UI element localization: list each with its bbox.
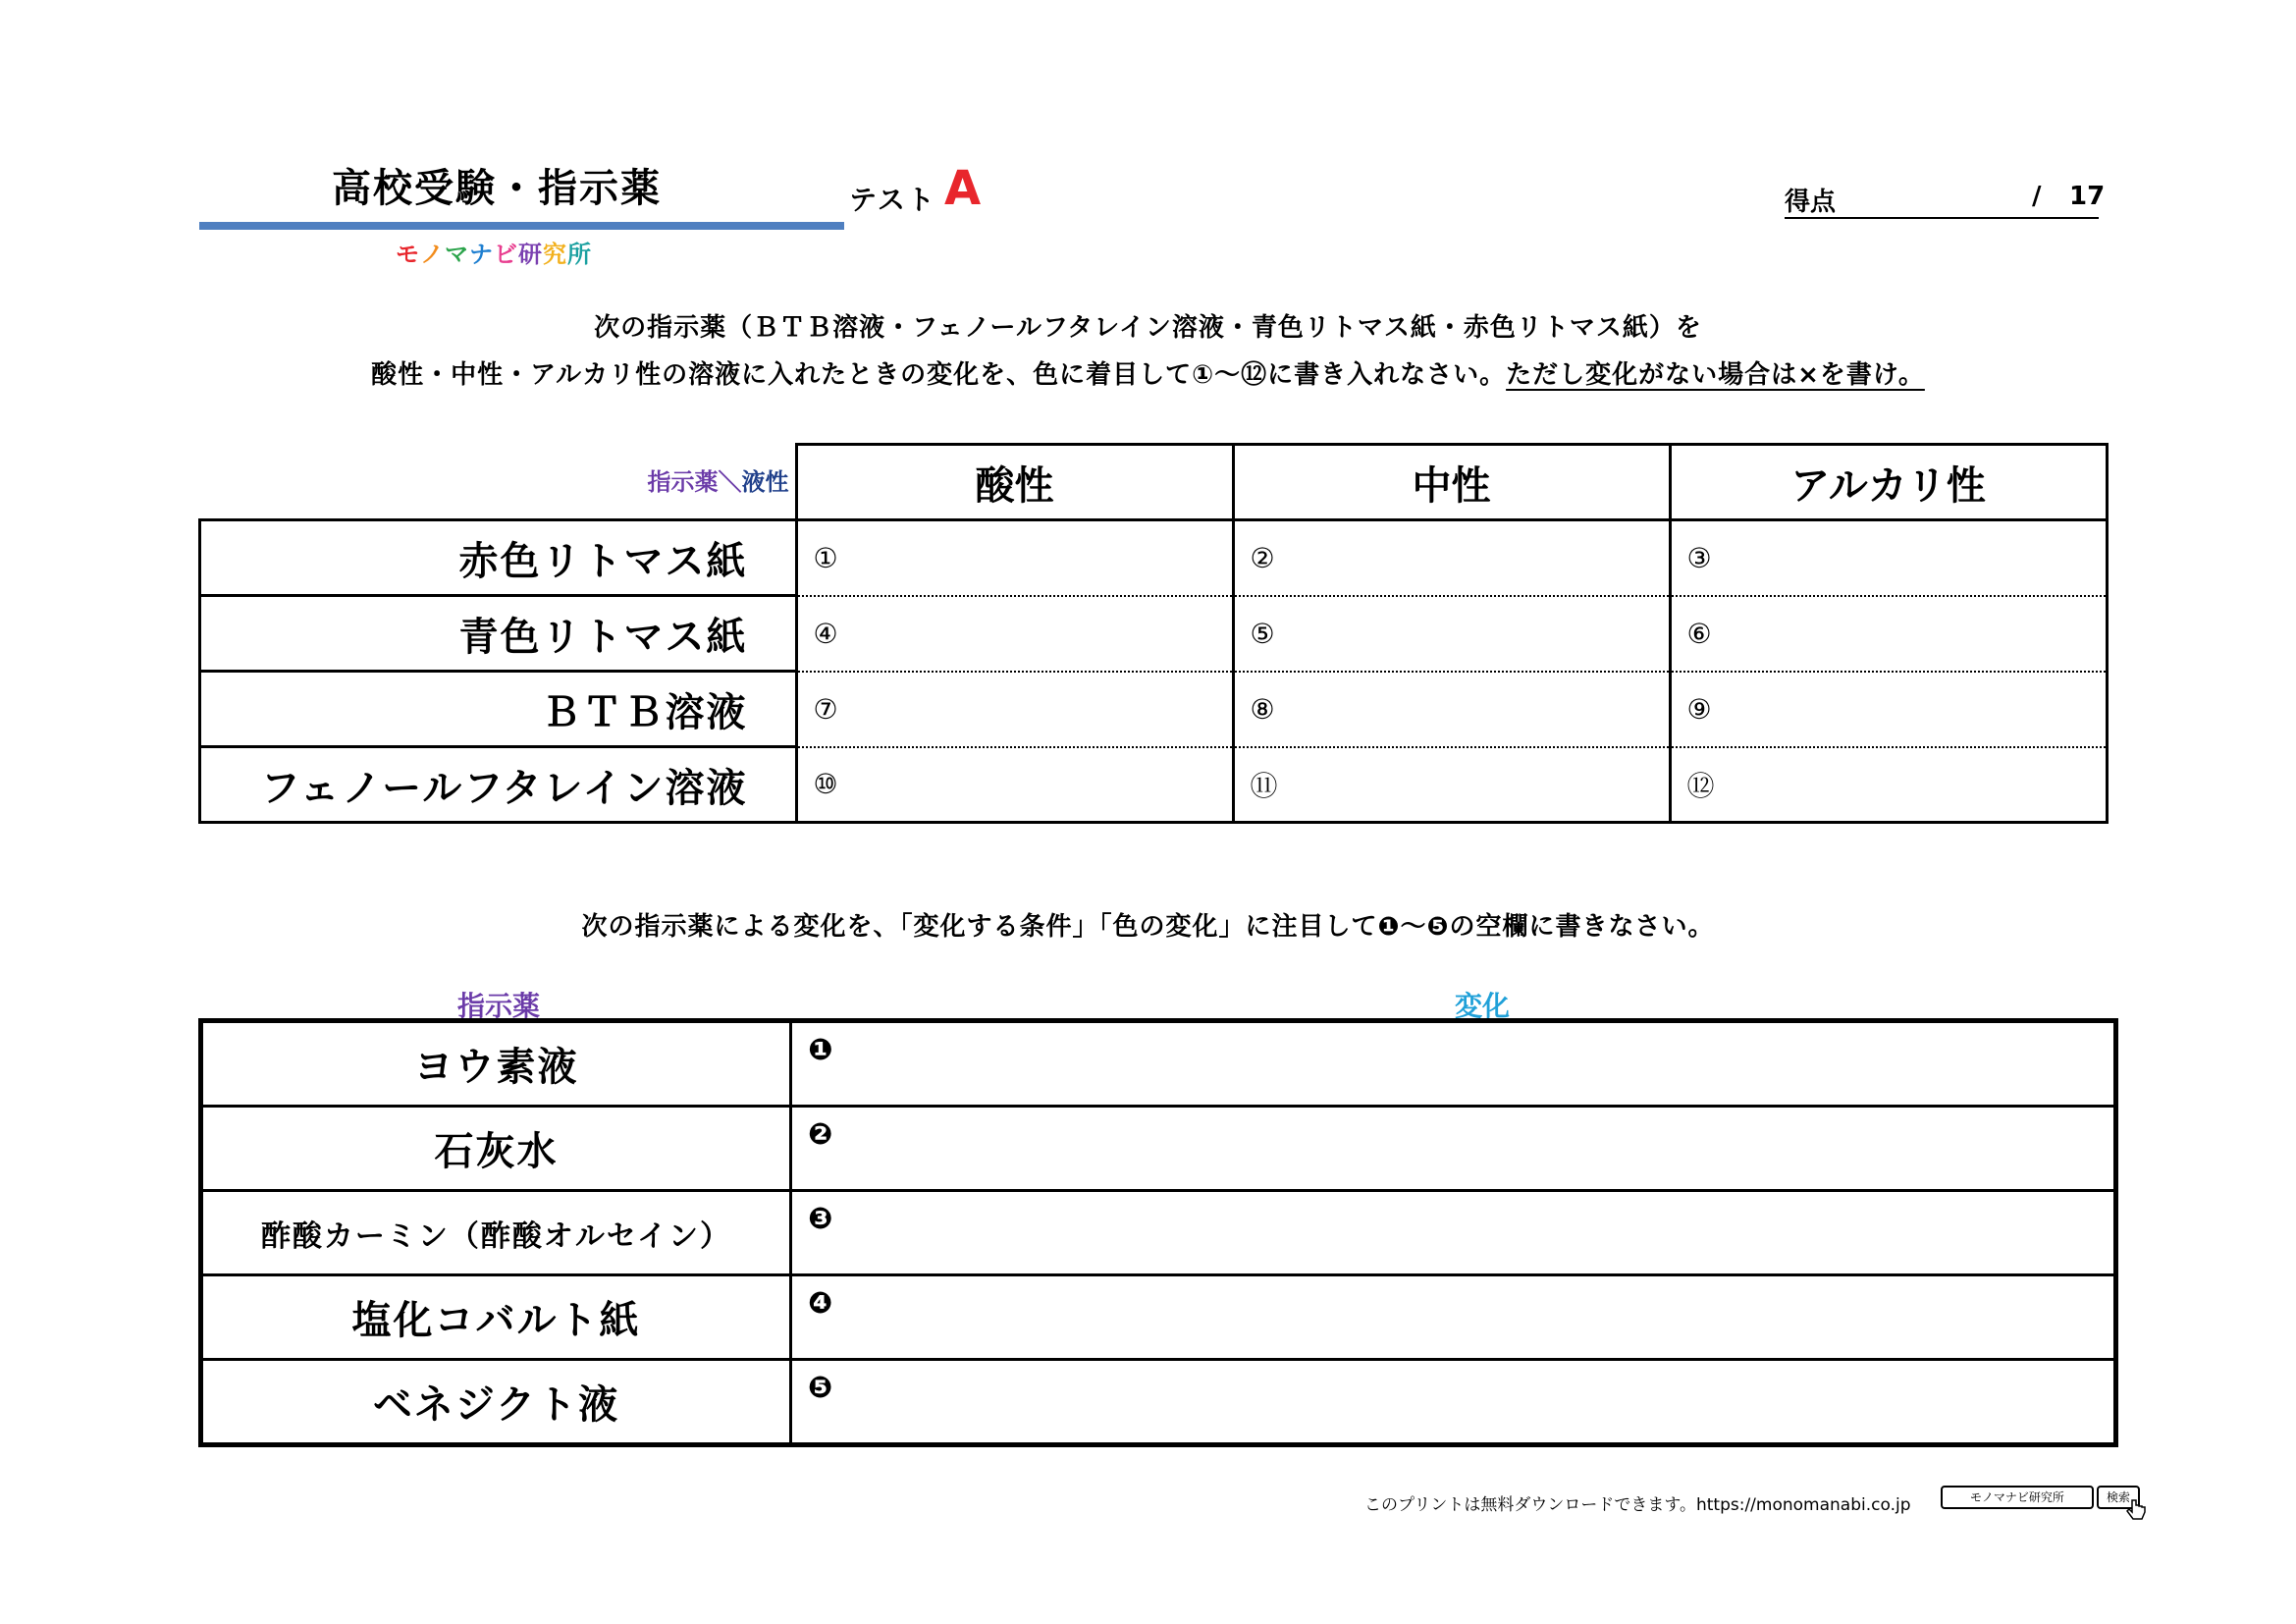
page-title: 高校受験・指示薬 bbox=[332, 166, 662, 211]
score-label: 得点 bbox=[1785, 188, 1837, 217]
header-neutral: 中性 bbox=[1233, 445, 1670, 520]
answer-cell[interactable]: ⑧ bbox=[1233, 672, 1670, 747]
header-acidic: 酸性 bbox=[796, 445, 1233, 520]
row-label: フェノールフタレイン溶液 bbox=[200, 747, 797, 823]
row-label: 酢酸カーミン（酢酸オルセイン） bbox=[201, 1191, 791, 1275]
answer-cell[interactable]: ④ bbox=[796, 596, 1233, 672]
title-underline bbox=[199, 222, 844, 230]
brand-char: ナ bbox=[469, 241, 494, 268]
brand-char: 研 bbox=[518, 241, 543, 268]
score-field[interactable] bbox=[1785, 182, 2106, 219]
answer-cell[interactable]: ② bbox=[1233, 520, 1670, 596]
instruction-line-2 bbox=[0, 354, 2296, 391]
answer-cell[interactable]: ⑪ bbox=[1233, 747, 1670, 823]
brand-logo bbox=[396, 235, 592, 269]
instruction-line-2-underlined: ただし変化がない場合は×を書け。 bbox=[1506, 360, 1925, 390]
answer-cell[interactable]: ❺ bbox=[791, 1360, 2116, 1445]
answer-cell[interactable]: ⑨ bbox=[1670, 672, 2107, 747]
answer-cell[interactable]: ❷ bbox=[791, 1107, 2116, 1191]
change-table bbox=[198, 1018, 2118, 1447]
answer-cell[interactable]: ⑩ bbox=[796, 747, 1233, 823]
column-header-indicator: 指示薬 bbox=[457, 990, 541, 1022]
brand-char: ノ bbox=[420, 241, 445, 268]
row-label: ベネジクト液 bbox=[201, 1360, 791, 1445]
answer-cell[interactable]: ❶ bbox=[791, 1021, 2116, 1107]
answer-cell[interactable]: ❸ bbox=[791, 1191, 2116, 1275]
search-box[interactable]: モノマナビ研究所 bbox=[1941, 1486, 2094, 1509]
brand-char: モ bbox=[396, 241, 420, 268]
instruction-part-2: 次の指示薬による変化を、「変化する条件」「色の変化」に注目して❶～❺の空欄に書きなさい。 bbox=[581, 912, 1715, 942]
answer-cell[interactable]: ⑫ bbox=[1670, 747, 2107, 823]
answer-cell[interactable]: ① bbox=[796, 520, 1233, 596]
row-label: ＢＴＢ溶液 bbox=[200, 672, 797, 747]
brand-char: マ bbox=[445, 241, 469, 268]
row-label: 石灰水 bbox=[201, 1107, 791, 1191]
test-label: テスト bbox=[849, 184, 936, 216]
brand-char: 所 bbox=[567, 241, 592, 268]
footer-text: このプリントは無料ダウンロードできます。https://monomanabi.co.jp bbox=[1364, 1495, 1911, 1515]
score-slash: / bbox=[2032, 182, 2042, 211]
brand-char: 究 bbox=[543, 241, 567, 268]
answer-cell[interactable]: ③ bbox=[1670, 520, 2107, 596]
corner-label: 指示薬＼液性 bbox=[647, 468, 789, 496]
header-alkaline: アルカリ性 bbox=[1670, 445, 2107, 520]
instruction-line-2-text: 酸性・中性・アルカリ性の溶液に入れたときの変化を、色に着目して①～⑫に書き入れなさい。 bbox=[371, 360, 1507, 390]
row-label: ヨウ素液 bbox=[201, 1021, 791, 1107]
indicator-table bbox=[198, 443, 2109, 824]
search-button[interactable]: 検索 bbox=[2097, 1486, 2140, 1509]
row-label: 青色リトマス紙 bbox=[200, 596, 797, 672]
score-total: 17 bbox=[2069, 182, 2106, 211]
row-label: 塩化コバルト紙 bbox=[201, 1275, 791, 1360]
answer-cell[interactable]: ⑥ bbox=[1670, 596, 2107, 672]
answer-cell[interactable]: ❹ bbox=[791, 1275, 2116, 1360]
column-header-change: 変化 bbox=[1455, 990, 1511, 1022]
brand-char: ビ bbox=[494, 241, 518, 268]
hand-cursor-icon bbox=[2124, 1498, 2148, 1526]
test-letter: A bbox=[944, 161, 982, 216]
answer-cell[interactable]: ⑦ bbox=[796, 672, 1233, 747]
instruction-line-1: 次の指示薬（ＢＴＢ溶液・フェノールフタレイン溶液・青色リトマス紙・赤色リトマス紙）を bbox=[594, 313, 1702, 343]
row-label: 赤色リトマス紙 bbox=[200, 520, 797, 596]
answer-cell[interactable]: ⑤ bbox=[1233, 596, 1670, 672]
